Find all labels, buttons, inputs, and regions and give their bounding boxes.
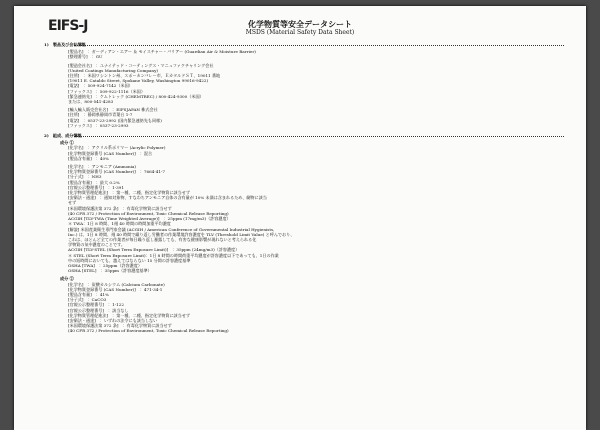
component-2-label: 成分 ②	[60, 276, 74, 282]
s1-line: [整理番号] ：GU	[68, 54, 103, 60]
c1-line: (40 CFR 372 / Protection of Environment, Toxic Chemical Release Reporting)	[68, 210, 229, 216]
c1-line: [安衛法・通達] ：通知対象物、すなわちアンモニア自体の含有量が 10% 未満は含まれるため、劇物に該当	[68, 195, 267, 201]
s1-line: (19011 E. Cataldo Street, Spokane Valley, Washington 99016-9422)	[68, 78, 209, 84]
c2-line: [官報公示整理番号] ：該当なし	[68, 307, 129, 313]
s1-line: [電話] ：509-924-7142（米国）	[68, 83, 133, 89]
c1-line: [分子式] ：NH3	[68, 174, 102, 180]
s1-line: [緊急連絡先] ：ケムトレック (CHEMTREC) / 800-424-9300（米国）	[68, 93, 204, 99]
c2-line: [米国環境保護法第 372 条] ：有毒化学物質に該当せず	[68, 323, 172, 329]
c1-line: [製品含有量] ：40%	[68, 155, 109, 161]
c1-line: [化学物質登録番号 (CAS Number)] ：7664-41-7	[68, 169, 165, 175]
section-2-heading: 2) 組成、成分情報	[44, 133, 82, 139]
c2-line: [安衛法・通達] ：いずれの法令にも該当しない	[68, 317, 158, 323]
document-body	[44, 40, 564, 334]
company-logo: EIFS-J	[48, 18, 88, 34]
document-title-en: MSDS (Material Safety Data Sheet)	[245, 29, 355, 36]
c1-line: OSHA [STEL] ：35ppm（許容濃度基準）	[68, 268, 152, 274]
c1-line: [製品含有量] ：最大 0.2%	[68, 179, 120, 185]
c1-line: 学物質の気中濃度のことです。	[68, 242, 125, 248]
s1-line: [住所] ：米国ワシントン州、スポーカンバレー市、ＥカタルドＳＴ、19011 番地	[68, 73, 221, 79]
component-1-body	[44, 145, 564, 273]
s1-line: [電話] ：0537-23-2992 (国内緊急連絡先も同様)	[68, 117, 162, 123]
s1-line: または、800-541-4283	[68, 99, 114, 105]
s1-line: [ファックス] ：0537-23-2993	[68, 122, 129, 128]
c1-line: [解説] 米国産業衛生専門家会議 (ACGIH / American Conference of Governmental Industrial Hygienists,	[68, 226, 275, 232]
c1-line: 中の短時間においても、越えてはならない 15 分間の許容濃度基準	[68, 257, 191, 263]
c1-line: ACGIH [TLV-STEL (Short Term Exposure Limit)] ：35ppm (24mg/m3)（許容濃度）	[68, 247, 240, 253]
c1-line: OSHA [TWA] ：25ppm（許容濃度）	[68, 262, 142, 268]
c2-line: [製品含有量] ：41%	[68, 291, 109, 297]
c2-line: [分子式] ：CaCO3	[68, 297, 107, 303]
c2-line: [化学物質管理促進法] ：第一種、二種、指定化学物質に該当せず	[68, 312, 190, 318]
c1-line: [化学物質管理促進法] ：第一種、二種、指定化学物質に該当せず	[68, 190, 190, 196]
s1-line: [輸入輸入販売会社名] ：EIFSJAPAN 株式会社	[68, 107, 158, 113]
s1-line: [住所] ：静岡県静岡市青葉台 1-7	[68, 112, 133, 118]
document-title-ja: 化学物質等安全データシート	[248, 19, 352, 29]
s1-line: [製品名] ：ガーディアン・エアー ＆ モイスチャー・バリアー (Guardian Air & Moisture Barrier)	[68, 49, 256, 55]
c1-line: [化学名] ：アンモニア (Ammonia)	[68, 164, 137, 170]
component-1-label: 成分 ①	[60, 140, 74, 146]
component-2-body	[44, 282, 564, 334]
c1-line: Inc.) は、1日 8 時間、週 40 時間で繰り返し労働者の作業環境許容濃度を TLV (Threshold Limit Value) と呼んでおり、	[68, 231, 295, 237]
c1-line: [米国環境保護法第 372 条] ：有毒化学物質に該当せず	[68, 205, 172, 211]
document-page	[14, 6, 586, 430]
c1-line: これは、ほとんど全ての作業者が毎日繰り返し暴露しても、有害な健康影響が現れないと考えられる化	[68, 236, 257, 242]
s1-line: [製造会社名] ：ユナイテッド・コーティングス・マニュファクチャリング会社	[68, 62, 214, 68]
c1-line: ＊ TWA：1日 8 時間、1週 40 時間の時間加重平均濃度	[68, 221, 171, 227]
c2-line: (40 CFR 372 / Protection of Environment, Toxic Chemical Release Reporting)	[68, 328, 229, 334]
c1-line: [化学物質登録番号 (CAS Number)] ：混合	[68, 150, 153, 156]
c2-line: [化学名] ：炭酸カルシウム (Calcium Carbonate)	[68, 281, 165, 287]
c1-line: [化学名] ：アクリル系ポリマー (Acrylic Polymer)	[68, 145, 166, 151]
c2-line: [化学物質登録番号 (CAS Number)] ：471-34-1	[68, 286, 163, 292]
c1-line: [官報公示整理番号] ：1-391	[68, 184, 124, 190]
section-1-heading: 1) 製品及び会社情報	[44, 42, 86, 47]
c1-line: せず	[68, 200, 77, 206]
c1-line: ＊ STEL (Short Term Exposure Limit)：1日 8 時間の時間荷重平均濃度が許容濃度以下であっても、1日の作業	[68, 252, 279, 258]
c2-line: [官報公示整理番号] ：1-122	[68, 302, 124, 308]
c1-line: ACGIH [TLV-TWA (Time Weighted Average)] ：25ppm (17mg/m3)（許容濃度）	[68, 216, 231, 222]
s1-line: (United Coatings Manufacturing Company)	[68, 67, 158, 73]
section-1-body	[44, 49, 564, 128]
s1-line: [ファックス] ：509-922-1116（米国）	[68, 88, 145, 94]
